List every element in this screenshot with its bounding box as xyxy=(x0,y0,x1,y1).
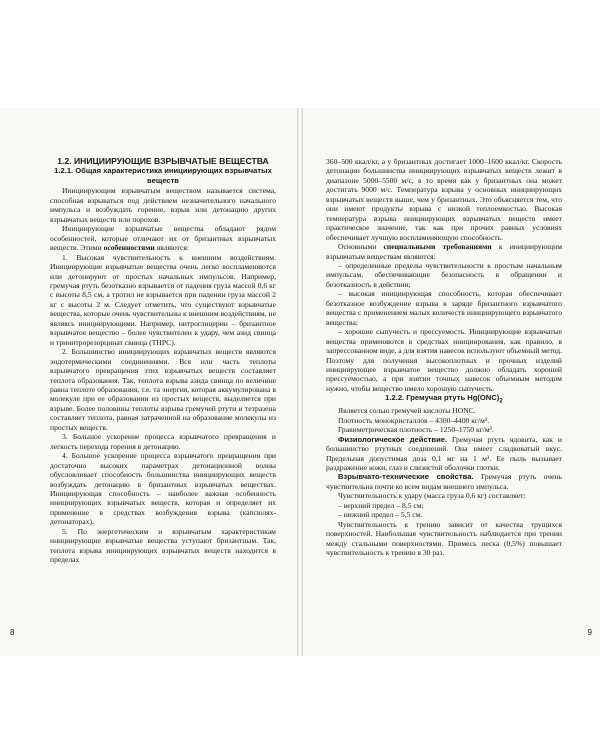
paragraph: Гравиметрическая плотность – 1250–1750 кг/м³. xyxy=(338,425,494,435)
subsection-title: 1.2.2. Гремучая ртуть $Hg(ONC)_2$ xyxy=(385,393,503,405)
paragraph: Чувствительность к трению зависит от качества трущихся поверхностей. Наибольшая чувствительность наблюдается при трении между стальными поверхностями. Примесь песка (0,5%) повышает чувствительность к трению в 30 раз. xyxy=(326,519,562,558)
bold-term: специальными требованиями xyxy=(383,242,492,252)
list-item: 5. По энергетическим и взрывчатым характеристикам инициирующие взрывчатые вещества уступают бризантным. Так, теплота взрыва инициирующих взрывчатых веществ находится в пределах xyxy=(50,526,276,565)
list-item: – хорошие сыпучесть и прессуемость. Инициирующие взрывчатые вещества применяются в средствах инициирования, как правило, в запрессованном виде, а для взятия навесок используют объемный метод. Поэтому для получения высокоплотных и прочных изделий инициирующее взрывчатое вещество должно обладать хорошей прессуемостью, а при взятии точных навесок объемным методом нужно, чтобы вещество имело хорошую сыпучесть. xyxy=(326,327,563,393)
paragraph: Инициирующие взрывчатые вещества обладают рядом особенностей, которые отличают их от бризантных взрывчатых веществ. Этими особенностями являются: xyxy=(50,224,276,253)
paragraph: Плотность монокристаллов – 4300–4400 кг/м³. xyxy=(338,415,490,425)
list-item: 4. Большое ускорение процесса взрывчатого превращения при достаточно высоких параметрах детонационной волны обусловливает способность большинства инициирующих веществ возбуждать детонацию в бризантных взрывчатых веществах. Инициирующая способность – наиболее важная особенность инициирующих взрывчатых веществ, которая и определяет их применение в средствах возбуждения взрыва (капсюлях-детонаторах). xyxy=(50,451,276,527)
paragraph: Инициирующим взрывчатым веществом называется система, способная взрываться под действием незначительного начального импульса и возбуждать горение, взрыв или детонацию других взрывчатых веществ или порохов. xyxy=(50,186,276,224)
right-page xyxy=(303,108,600,656)
left-page xyxy=(0,108,297,656)
list-item: 1. Высокая чувствительность к внешним воздействиям. Инициирующие взрывчатые вещества очень легко воспламеняются или детонируют от простых начальных импульсов. Например, гремучая ртуть безотказно взрывается от падения груза массой 0,6 кг с высоты 8,5 см, а тротил не взрывается при падении груза массой 2 кг с высоты 2 м. Следует отметить, что существуют взрывчатые вещества, которые очень чувствительны к внешним воздействиям, не являясь инициирующими. Например, нитроглицерин – бризантное взрывчатое вещество – более чувствителен к удару, чем азид свинца и тринитрорезорцинат свинца (ТНРС). xyxy=(50,252,276,347)
list-item: 3. Большое ускорение процесса взрывчатого превращения и легкость перехода горения в детонацию. xyxy=(50,432,276,451)
list-item: – верхний предел – 8,5 см; xyxy=(338,500,424,510)
book-spread xyxy=(0,108,600,656)
bold-term: Взрывчато-технические свойства. xyxy=(338,472,474,482)
list-item: 2. Большинство инициирующих взрывчатых веществ являются эндотермическими соединениями. Вся или часть теплоты взрывчатого превращения этих взрывчатых веществ составляет теплота образования. Так, теплота взрыва азида свинца по величине равна теплоте образования, т.е. та энергия, которая аккумулирована в молекуле при ее образовании из простых веществ, выделяется при взрыве. Более половины теплоты взрыва гремучей ртути и тетразена составляет теплота, равная затраченной на образование молекулы из простых веществ. xyxy=(50,347,276,432)
page-number: 9 xyxy=(587,628,592,637)
bold-term: Физиологическое действие. xyxy=(338,434,448,444)
left-text-column xyxy=(50,157,276,565)
section-title: 1.2. ИНИЦИИРУЮЩИЕ ВЗРЫВЧАТЫЕ ВЕЩЕСТВА xyxy=(57,156,269,166)
subsection-title: 1.2.1. Общая характеристика инициирующих взрывчатых веществ xyxy=(54,166,272,186)
right-text-column xyxy=(326,157,562,558)
paragraph: 360–500 ккал/кг, а у бризантных достигает 1000–1600 ккал/кг. Скорость детонации большинства инициирующих взрывчатых веществ лежит в диапазоне 5000–5500 м/с, в то время как у бризантных она может достигать 9000 м/с. Температура взрыва у основных инициирующих взрывчатых веществ выше, чем у бризантных. Это объясняется тем, что они имеют продукты взрыва с низкой теплоемкостью. Высокая температура взрыва инициирующих взрывчатых веществ имеет практическое значение, так как при прочих равных условиях обеспечивает лучшую воспламеняющую способность. xyxy=(326,157,562,242)
list-item: – нижний предел – 5,5 см. xyxy=(338,510,423,520)
paragraph: Взрывчато-технические свойства. Гремучая ртуть очень чувствительна почти ко всем видам внешнего импульса. xyxy=(326,472,562,491)
list-item: – определенные пределы чувствительности к простым начальным импульсам, обеспечивающие безопасность в обращении и безотказность в действии; xyxy=(326,260,562,289)
paragraph: Основными специальными требованиями к инициирующим взрывчатым веществам являются: xyxy=(326,242,562,261)
bold-term: особенностями xyxy=(103,243,155,253)
paragraph: Физиологическое действие. Гремучая ртуть ядовита, как и большинство ртутных соединений. Она имеет сладковатый вкус. Предельная допустимая доза 0,1 мг на 1 м³. Ее пыль вызывает раздражение кожи, глаз и слизистой оболочки глотки. xyxy=(326,434,562,473)
page-number: 8 xyxy=(10,628,15,637)
paragraph: Является солью гремучей кислоты HONC. xyxy=(338,406,476,416)
list-item: – высокая инициирующая способность, которая обеспечивает безотказное возбуждение взрыва в заряде бризантного взрывчатого вещества с применением малых количеств инициирующего взрывчатого вещества; xyxy=(326,289,562,327)
paragraph: Чувствительность к удару (масса груза 0,6 кг) составляет: xyxy=(338,491,526,501)
